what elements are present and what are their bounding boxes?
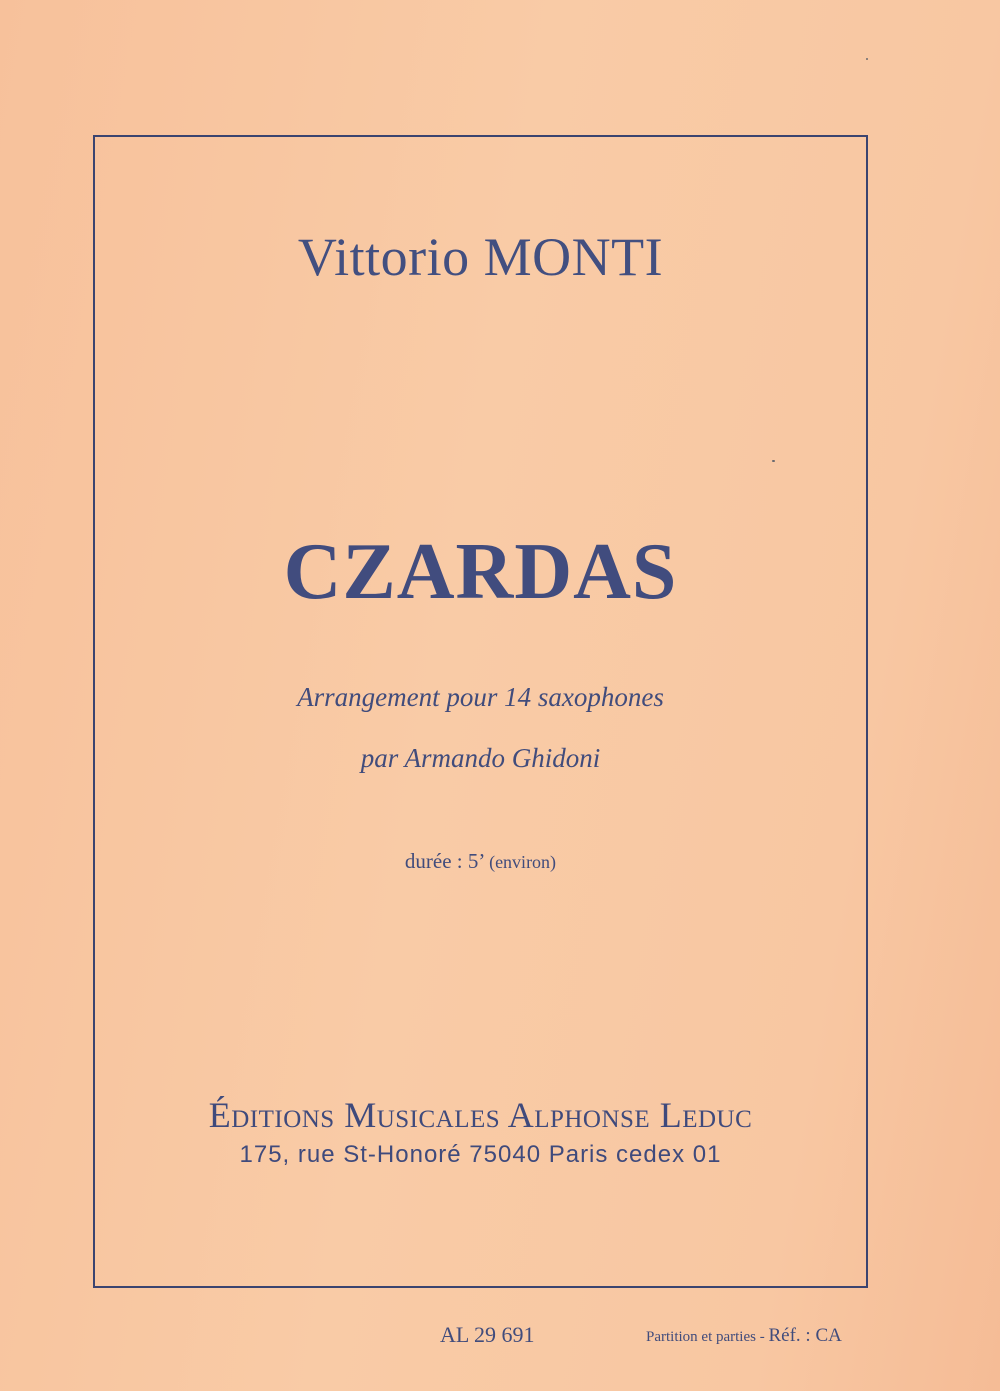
reference-code: Réf. : CA [768,1325,842,1346]
paper-speck [866,58,868,60]
piece-title: CZARDAS [283,528,678,616]
catalog-number: AL 29 691 [440,1322,535,1347]
parts-separator: - [759,1329,765,1345]
arranger-line: par Armando Ghidoni [360,743,601,773]
duration-label: durée : 5’ [404,849,484,873]
arrangement-line: Arrangement pour 14 saxophones [297,682,664,712]
duration-note: (environ) [489,852,557,872]
composer-name: Vittorio MONTI [297,227,664,287]
publisher-name: Éditions Musicales Alphonse Leduc [208,1095,753,1135]
publisher-address: 175, rue St-Honoré 75040 Paris cedex 01 [239,1141,722,1168]
paper-speck [772,460,775,462]
duration-line [93,846,868,877]
parts-info [646,1322,842,1351]
parts-label: Partition et parties [646,1329,756,1345]
